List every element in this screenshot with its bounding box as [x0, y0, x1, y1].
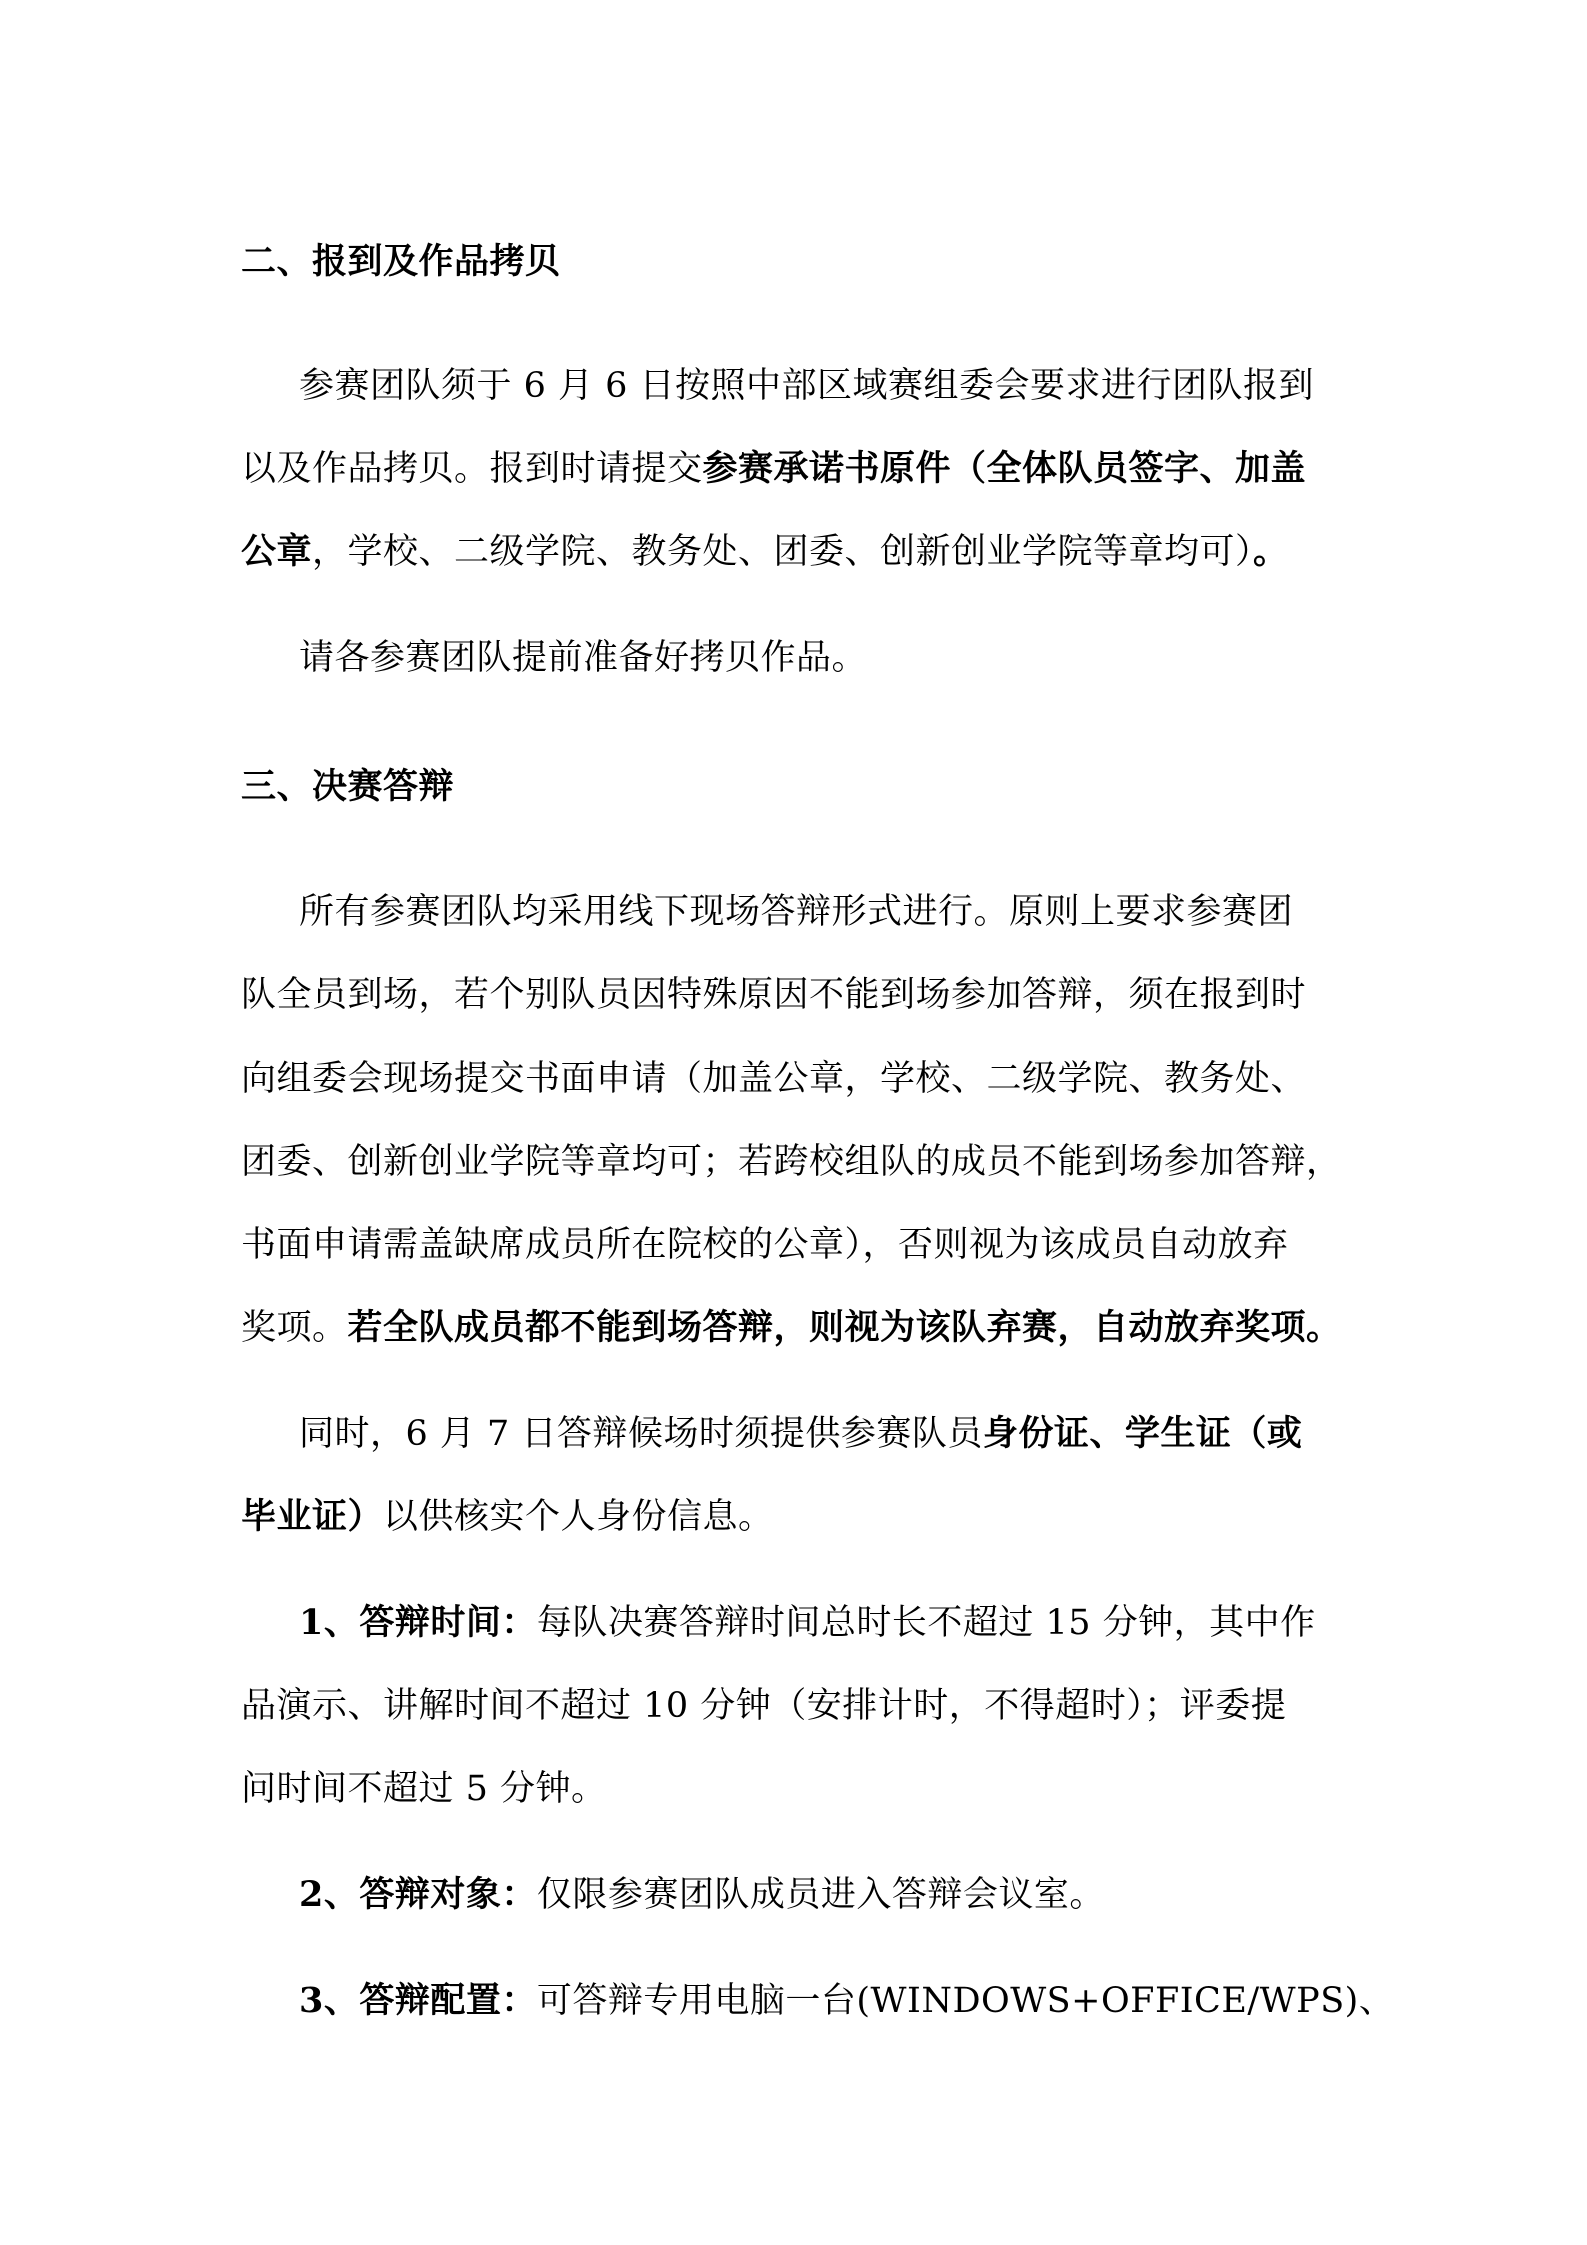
paragraph-line: [241, 447, 1361, 491]
body-text: 同时，6 月 7 日答辩候场时须提供参赛队员: [299, 1414, 983, 1454]
paragraph-line: [299, 1412, 1419, 1456]
body-text: 所有参赛团队均采用线下现场答辩形式进行。原则上要求参赛团: [299, 892, 1294, 932]
paragraph-line: [241, 1495, 1361, 1539]
paragraph-line: [299, 364, 1419, 408]
bold-text: 若全队成员都不能到场答辩，则视为该队弃赛，自动放弃奖项。: [347, 1307, 1342, 1348]
paragraph-line: [241, 1057, 1361, 1101]
body-text: 向组委会现场提交书面申请（加盖公章，学校、二级学院、教务处、: [241, 1059, 1307, 1099]
section-heading: 二、报到及作品拷贝: [241, 242, 561, 282]
body-text: ，学校、二级学院、教务处、团委、创新创业学院等章均可）: [312, 532, 1254, 572]
body-text: 问时间不超过 5 分钟。: [241, 1769, 607, 1809]
body-text: 以及作品拷贝。报到时请提交: [241, 449, 703, 489]
paragraph-line: [299, 1979, 1419, 2023]
paragraph-line: [299, 1601, 1419, 1645]
body-text: 参赛团队须于 6 月 6 日按照中部区域赛组委会要求进行团队报到: [299, 366, 1315, 406]
bold-text: 毕业证）: [241, 1496, 384, 1537]
body-text: 每队决赛答辩时间总时长不超过 15 分钟，其中作: [536, 1603, 1316, 1643]
body-text: 书面申请需盖缺席成员所在院校的公章），否则视为该成员自动放弃: [241, 1225, 1289, 1265]
paragraph-line: [299, 890, 1419, 934]
bold-text: 3、答辩配置：: [299, 1980, 537, 2021]
paragraph-line: [241, 1223, 1361, 1267]
body-text: 奖项。: [241, 1308, 348, 1348]
bold-text: 2、答辩对象：: [299, 1874, 537, 1915]
bold-text: 参赛承诺书原件（全体队员签字、加盖: [702, 448, 1307, 489]
paragraph-line: [241, 1684, 1361, 1728]
body-text: 请各参赛团队提前准备好拷贝作品。: [299, 638, 868, 678]
paragraph-line: [241, 973, 1361, 1017]
paragraph-line: [299, 1873, 1419, 1917]
paragraph-line: [241, 1140, 1361, 1184]
section-heading: 三、决赛答辩: [241, 767, 455, 807]
body-text: 团委、创新创业学院等章均可；若跨校组队的成员不能到场参加答辩，: [241, 1142, 1342, 1182]
body-text: 可答辩专用电脑一台(WINDOWS+OFFICE/WPS)、: [536, 1981, 1395, 2021]
body-text: 以供核实个人身份信息。: [383, 1497, 774, 1537]
body-text: 队全员到场，若个别队员因特殊原因不能到场参加答辩，须在报到时: [241, 975, 1307, 1015]
bold-text: 1、答辩时间：: [299, 1602, 537, 1643]
body-text: 仅限参赛团队成员进入答辩会议室。: [536, 1875, 1105, 1915]
paragraph-line: [299, 636, 1419, 680]
bold-text: 身份证、学生证（或: [982, 1413, 1303, 1454]
paragraph-line: [241, 1306, 1361, 1350]
paragraph-line: [241, 1767, 1361, 1811]
paragraph-line: [241, 530, 1361, 574]
bold-text: 公章: [241, 531, 313, 572]
body-text: 品演示、讲解时间不超过 10 分钟（安排计时，不得超时）；评委提: [241, 1686, 1287, 1726]
bold-text: 。: [1253, 531, 1289, 572]
